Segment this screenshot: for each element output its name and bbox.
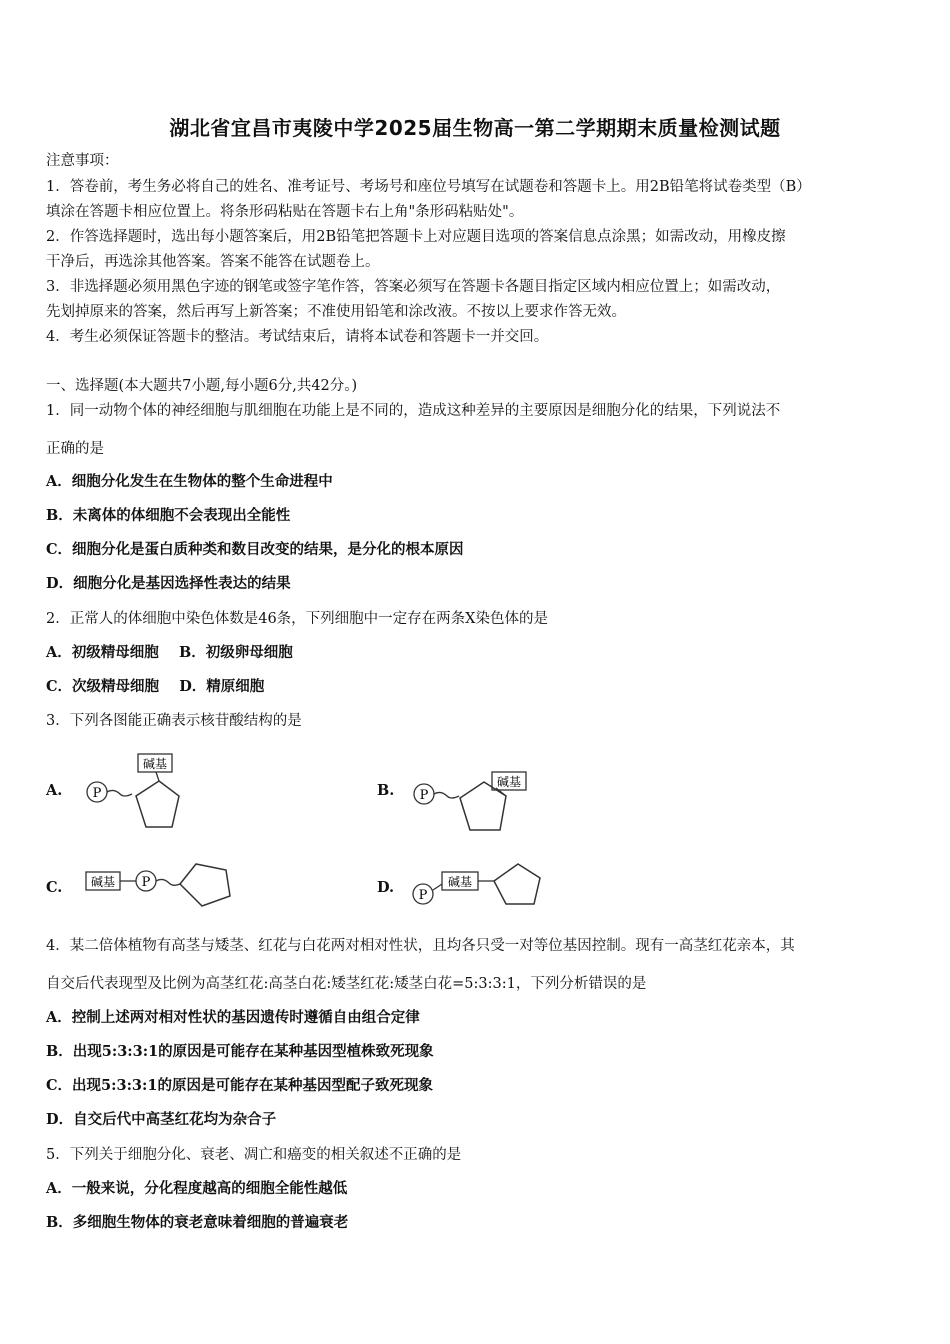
q5-option-b: B．多细胞生物体的衰老意味着细胞的普遍衰老	[46, 1214, 349, 1231]
phosphate-label: P	[141, 875, 151, 890]
q3-stem: 3．下列各图能正确表示核苷酸结构的是	[46, 713, 302, 729]
q1-option-b: B．未离体的体细胞不会表现出全能性	[46, 507, 291, 524]
base-label: 碱基	[90, 875, 116, 889]
notice-line: 干净后，再选涂其他答案。答案不能答在试题卷上。	[46, 254, 380, 270]
phosphate-label: P	[418, 888, 428, 903]
q5-option-a: A．一般来说，分化程度越高的细胞全能性越低	[46, 1180, 348, 1197]
q2-stem: 2．正常人的体细胞中染色体数是46条，下列细胞中一定存在两条X染色体的是	[46, 611, 548, 627]
base-label: 碱基	[496, 775, 522, 789]
phosphate-label: P	[92, 786, 102, 801]
base-label: 碱基	[447, 875, 473, 889]
q1-option-c: C．细胞分化是蛋白质种类和数目改变的结果，是分化的根本原因	[46, 541, 464, 558]
q4-option-b: B．出现5:3:3:1的原因是可能存在某种基因型植株致死现象	[46, 1043, 434, 1060]
q4-option-d: D．自交后代中高茎红花均为杂合子	[46, 1111, 277, 1128]
notice-line: 4．考生必须保证答题卡的整洁。考试结束后，请将本试卷和答题卡一并交回。	[46, 329, 549, 345]
q4-option-a: A．控制上述两对相对性状的基因遗传时遵循自由组合定律	[46, 1009, 420, 1026]
q3-figure-b	[410, 768, 540, 838]
q2-options-cd: C．次级精母细胞 D．精原细胞	[46, 678, 265, 695]
q3-option-a-label: A.	[46, 782, 63, 799]
page-title: 湖北省宜昌市夷陵中学2025届生物高一第二学期期末质量检测试题	[169, 116, 781, 140]
notice-line: 3．非选择题必须用黑色字迹的钢笔或签字笔作答，答案必须写在答题卡各题目指定区域内相应位置上；如需改动，	[46, 279, 781, 295]
notice-line: 先划掉原来的答案，然后再写上新答案；不准使用铅笔和涂改液。不按以上要求作答无效。	[46, 304, 626, 320]
q4-option-c: C．出现5:3:3:1的原因是可能存在某种基因型配子致死现象	[46, 1077, 433, 1094]
base-label: 碱基	[142, 757, 168, 771]
q2-options-ab: A．初级精母细胞 B．初级卵母细胞	[46, 644, 293, 661]
q3-figure-c	[84, 860, 244, 912]
q3-option-c-label: C.	[46, 879, 63, 896]
q3-option-d-label: D.	[377, 879, 395, 896]
q3-figure-a	[80, 752, 190, 832]
q5-stem: 5．下列关于细胞分化、衰老、凋亡和癌变的相关叙述不正确的是	[46, 1147, 462, 1163]
notice-line: 2．作答选择题时，选出每小题答案后，用2B铅笔把答题卡上对应题目选项的答案信息点涂黑；如需改动，用橡皮擦	[46, 229, 786, 245]
phosphate-label: P	[419, 788, 429, 803]
q1-stem-cont: 正确的是	[46, 441, 104, 457]
q3-figure-d	[410, 860, 550, 915]
q1-option-d: D．细胞分化是基因选择性表达的结果	[46, 575, 291, 592]
notice-line: 1．答卷前，考生务必将自己的姓名、准考证号、考场号和座位号填写在试题卷和答题卡上。用2B铅笔将试卷类型（B）	[46, 179, 811, 195]
q3-option-b-label: B.	[377, 782, 395, 799]
section-heading: 一、选择题(本大题共7小题,每小题6分,共42分。)	[46, 378, 358, 394]
q4-stem: 4．某二倍体植物有高茎与矮茎、红花与白花两对相对性状，且均各只受一对等位基因控制。现有一高茎红花亲本，其	[46, 938, 795, 954]
notice-heading: 注意事项：	[46, 153, 119, 169]
q1-stem: 1．同一动物个体的神经细胞与肌细胞在功能上是不同的，造成这种差异的主要原因是细胞分化的结果，下列说法不	[46, 403, 781, 419]
notice-line: 填涂在答题卡相应位置上。将条形码粘贴在答题卡右上角"条形码粘贴处"。	[46, 204, 524, 220]
q4-stem-cont: 自交后代表现型及比例为高茎红花:高茎白花:矮茎红花:矮茎白花=5:3:3:1，下列分析错误的是	[46, 976, 647, 992]
q1-option-a: A．细胞分化发生在生物体的整个生命进程中	[46, 473, 333, 490]
